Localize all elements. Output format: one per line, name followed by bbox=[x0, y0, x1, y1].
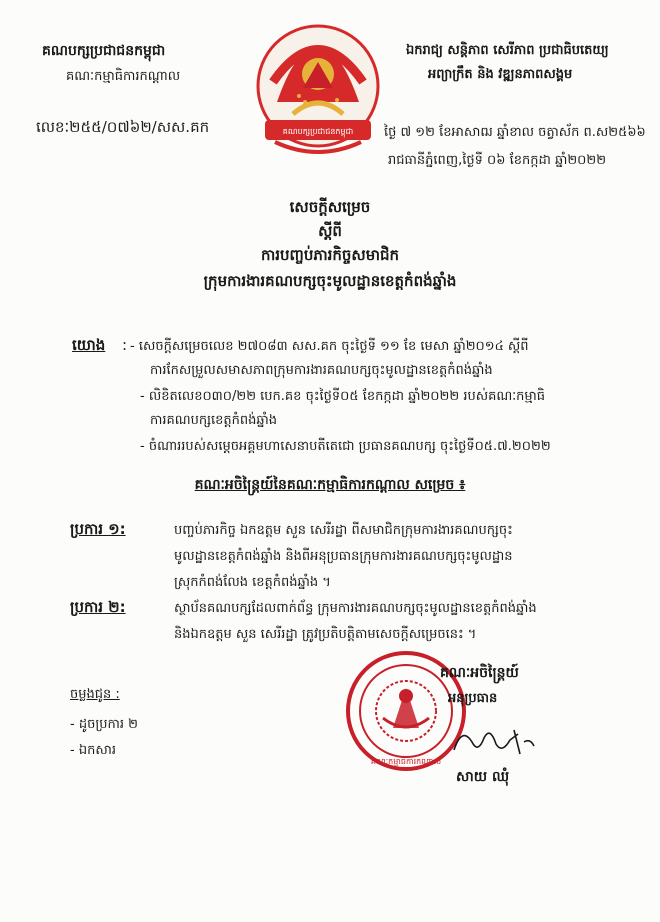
title-subject-group: ក្រុមការងារគណបក្សចុះមូលដ្ឋានខេត្តកំពង់ឆ្នាំង bbox=[203, 272, 457, 290]
references-colon: : bbox=[122, 336, 128, 354]
national-motto-1: ឯករាជ្យ សន្តិភាព សេរីភាព ប្រជាធិបតេយ្យ bbox=[406, 43, 609, 58]
cc-label: ចម្លងជូន : bbox=[70, 687, 120, 702]
cc-item: - ដូចប្រការ ២ bbox=[70, 717, 138, 732]
logo-caption: គណបក្សប្រជាជនកម្ពុជា bbox=[282, 127, 354, 136]
article-2-line: ស្ថាប័នគណបក្សដែលពាក់ព័ន្ធ ក្រុមការងារគណបក្សចុះមូលដ្ឋានខេត្តកំពង់ឆ្នាំង bbox=[174, 601, 537, 616]
handwritten-signature bbox=[448, 720, 538, 760]
org-name: គណបក្សប្រជាជនកម្ពុជា bbox=[42, 43, 166, 59]
signature-body: គណៈអចិន្ត្រៃយ៍ bbox=[440, 665, 519, 681]
article-1-line: បញ្ចប់ភារកិច្ច ឯកឧត្តម សួន សេរីរដ្ឋា ពីសមាជិកក្រុមការងារគណបក្សចុះ bbox=[174, 523, 513, 538]
title-regarding: ស្តីពី bbox=[318, 222, 342, 240]
article-2-label: ប្រការ ២: bbox=[70, 598, 126, 616]
article-1-label: ប្រការ ១: bbox=[70, 520, 126, 538]
reference-line: - លិខិតលេខ០៣០/២២ បេក.គខ ចុះថ្ងៃទី០៥ ខែកក្កដា ឆ្នាំ២០២២ របស់គណៈកម្មាធិ bbox=[140, 389, 546, 404]
article-1-line: មូលដ្ឋានខេត្តកំពង់ឆ្នាំង និងពីអនុប្រធានក្រុមការងារគណបក្សចុះមូលដ្ឋាន bbox=[174, 549, 513, 564]
document-number: លេខៈ២៥៥/០៧៦២/សស.គក bbox=[36, 118, 210, 136]
title-subject: ការបញ្ចប់ភារកិច្ចសមាជិក bbox=[260, 246, 400, 264]
signature-role: អនុប្រធាន bbox=[448, 691, 498, 706]
reference-line: ការកែសម្រួលសមាសភាពក្រុមការងារគណបក្សចុះមូលដ្ឋានខេត្តកំពង់ឆ្នាំង bbox=[150, 363, 493, 378]
reference-line: - សេចក្តីសម្រេចលេខ ២៧០៨៣ សស.គក ចុះថ្ងៃទី ១១ ខែ មេសា ឆ្នាំ២០១៤ ស្តីពី bbox=[130, 339, 529, 354]
committee-name: គណៈកម្មាធិការកណ្តាល bbox=[66, 69, 181, 84]
article-2-line: និងឯកឧត្តម សួន សេរីរដ្ឋា ត្រូវប្រតិបត្តិតាមសេចក្តីសម្រេចនេះ ។ bbox=[174, 627, 477, 642]
reference-line: ការគណបក្សខេត្តកំពង់ឆ្នាំង bbox=[150, 413, 278, 428]
title-decision: សេចក្តីសម្រេច bbox=[289, 198, 371, 216]
solar-date: រាជធានីភ្នំពេញ,ថ្ងៃទី ០៦ ខែកក្កដា ឆ្នាំ២០២២ bbox=[388, 153, 607, 168]
references-label: យោង bbox=[72, 336, 106, 354]
party-logo bbox=[253, 22, 383, 164]
signatory-name: សាយ ឈុំ bbox=[456, 769, 510, 785]
decides-heading: គណៈអចិន្ត្រៃយ៍នៃគណៈកម្មាធិការកណ្តាល សម្រេច ៖ bbox=[194, 477, 466, 493]
reference-line: - ចំណាររបស់សម្តេចអគ្គមហាសេនាបតីតេជោ ប្រធានគណបក្ស ចុះថ្ងៃទី០៥.៧.២០២២ bbox=[140, 439, 551, 454]
lunar-date: ថ្ងៃ ៧ ១២ ខែអាសាឍ ឆ្នាំខាល ចត្វាស័ក ព.ស២៥៦៦ bbox=[384, 125, 646, 140]
cc-item: - ឯកសារ bbox=[70, 743, 116, 758]
seal-text: គណៈកម្មាធិការកណ្តាល bbox=[370, 757, 442, 766]
article-1-line: ស្រុកកំពង់លែង ខេត្តកំពង់ឆ្នាំង ។ bbox=[174, 575, 331, 590]
national-motto-2: អព្យាក្រឹត និង វឌ្ឍនភាពសង្គម bbox=[428, 67, 573, 82]
